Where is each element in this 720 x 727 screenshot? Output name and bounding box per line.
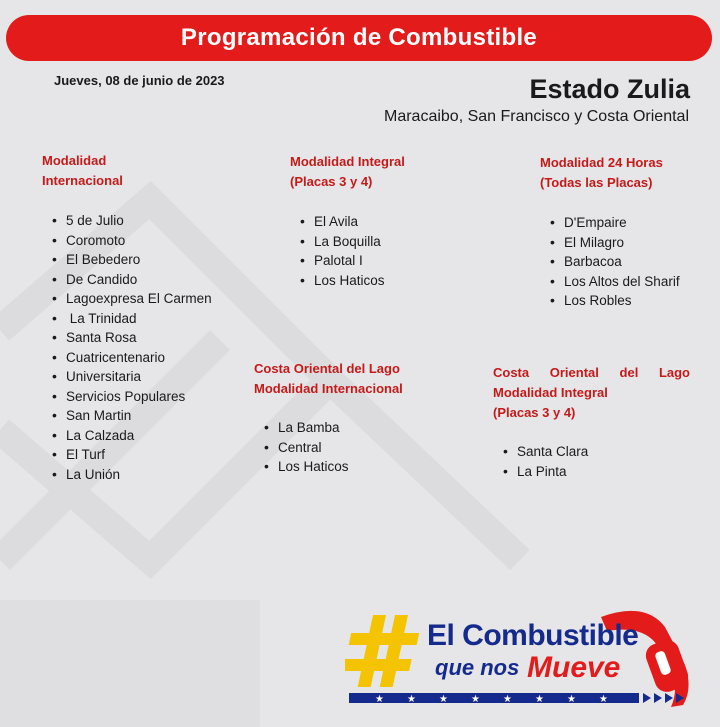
header-bar xyxy=(6,15,712,61)
list-item: • El Avila xyxy=(300,212,470,232)
logo-line3: Mueve xyxy=(527,651,621,684)
list-item: • El Turf xyxy=(52,445,242,465)
list-item: • Lagoexpresa El Carmen xyxy=(52,289,242,309)
list-item: • La Pinta xyxy=(503,462,690,482)
section-integral xyxy=(290,152,470,290)
logo-line1: El Combustible xyxy=(427,619,639,652)
list-item: • Cuatricentenario xyxy=(52,348,242,368)
list-item: • El Milagro xyxy=(550,233,710,253)
station-list xyxy=(550,213,710,311)
star-band xyxy=(349,693,684,705)
section-title: Modalidad 24 Horas (Todas las Placas) xyxy=(540,155,663,190)
svg-text:★: ★ xyxy=(535,694,544,705)
list-item: • El Bebedero xyxy=(52,250,242,270)
list-item: • Santa Rosa xyxy=(52,328,242,348)
section-24-horas xyxy=(540,153,710,311)
svg-text:★: ★ xyxy=(503,694,512,705)
section-title: Modalidad Internacional xyxy=(42,153,123,188)
svg-text:★: ★ xyxy=(471,694,480,705)
svg-text:★: ★ xyxy=(375,694,384,705)
station-list xyxy=(503,442,690,481)
state-title: Estado Zulia xyxy=(529,74,690,104)
svg-text:★: ★ xyxy=(407,694,416,705)
region-subtitle: Maracaibo, San Francisco y Costa Oriental xyxy=(383,108,689,125)
list-item: • Servicios Populares xyxy=(52,387,242,407)
list-item: • Los Haticos xyxy=(300,271,470,291)
svg-text:★: ★ xyxy=(599,694,608,705)
section-title: Modalidad Integral (Placas 3 y 4) xyxy=(290,154,405,189)
list-item: • Los Haticos xyxy=(264,457,454,477)
campaign-logo xyxy=(345,605,705,717)
list-item: • Universitaria xyxy=(52,367,242,387)
list-item: • Coromoto xyxy=(52,231,242,251)
station-list xyxy=(52,211,242,484)
list-item: • La Boquilla xyxy=(300,232,470,252)
logo-line2: que nos xyxy=(435,655,520,680)
list-item: • La Bamba xyxy=(264,418,454,438)
list-item: • Palotal I xyxy=(300,251,470,271)
date-label: Jueves, 08 de junio de 2023 xyxy=(54,73,225,88)
list-item: • Central xyxy=(264,438,454,458)
station-list xyxy=(300,212,470,290)
list-item: • Los Altos del Sharif xyxy=(550,272,710,292)
list-item: • San Martin xyxy=(52,406,242,426)
svg-text:★: ★ xyxy=(567,694,576,705)
list-item: • La Unión xyxy=(52,465,242,485)
hashtag-icon xyxy=(345,615,423,687)
list-item: • Barbacoa xyxy=(550,252,710,272)
list-item: • D'Empaire xyxy=(550,213,710,233)
section-internacional xyxy=(42,151,242,484)
list-item: • 5 de Julio xyxy=(52,211,242,231)
list-item: • Los Robles xyxy=(550,291,710,311)
svg-text:★: ★ xyxy=(439,694,448,705)
station-list xyxy=(264,418,454,477)
list-item: • La Calzada xyxy=(52,426,242,446)
section-col-internacional xyxy=(254,359,454,477)
list-item: • Santa Clara xyxy=(503,442,690,462)
list-item: • La Trinidad xyxy=(52,309,242,329)
section-col-integral xyxy=(493,363,690,481)
page-title: Programación de Combustible xyxy=(180,24,538,51)
section-title: Costa Oriental del Lago Modalidad Integral (Placas 3 y 4) xyxy=(493,365,690,420)
section-title: Costa Oriental del Lago Modalidad Internacional xyxy=(254,361,403,396)
list-item: • De Candido xyxy=(52,270,242,290)
